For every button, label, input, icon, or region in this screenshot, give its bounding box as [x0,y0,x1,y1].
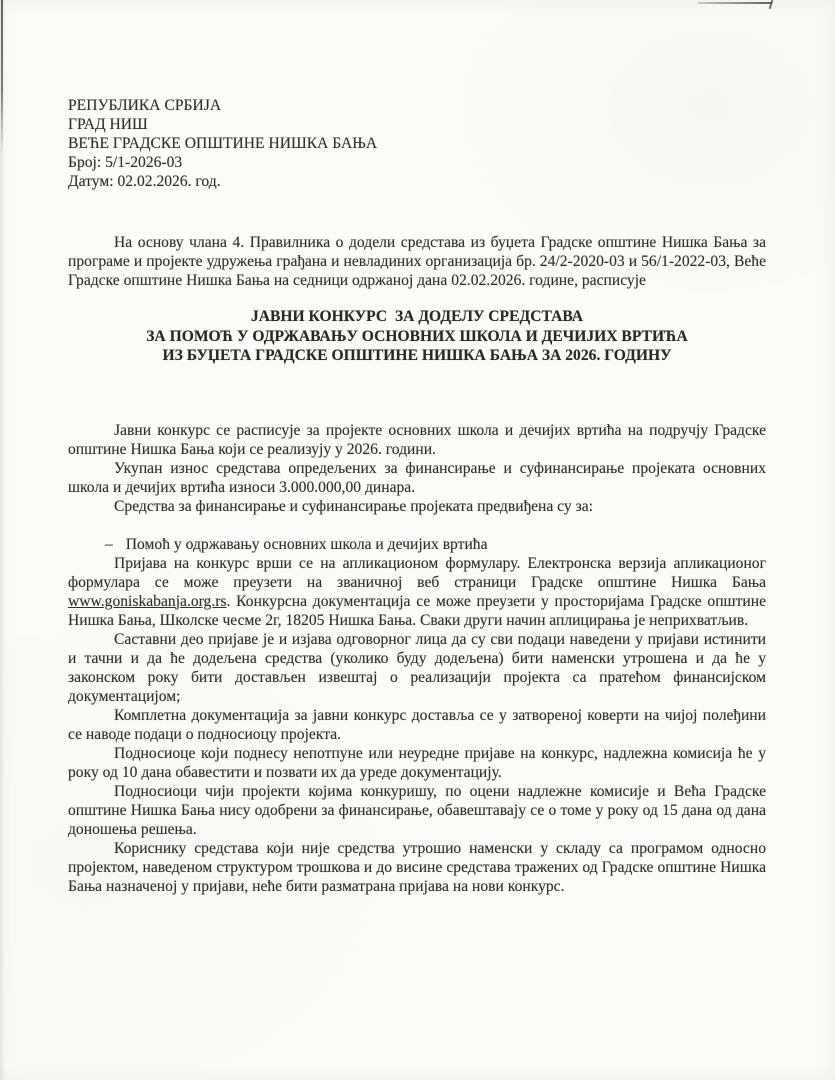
header-date: Датум: 02.02.2026. год. [68,173,221,190]
paragraph-statement: Саставни део пријаве је и изјава одговорног лица да су сви подаци наведени у пријави истинити и тачни и да ће додељена средства (уколико буду додељена) бити наменски утрошена и да ће у законском року бити достављен извештај о реализацији пројекта са пратећом финансијском документацијом; [68,630,766,705]
header-authority: ВЕЋЕ ГРАДСКЕ ОПШТИНЕ НИШКА БАЊА [68,135,378,152]
list-item-maintenance [68,535,766,554]
application-text-before-link: Пријава на конкурс врши се на апликационом формулару. Електронска верзија апликационог формулара се може преузети на званичној веб страници Градске општине Нишка Бања [68,554,766,591]
title-line-1: ЈАВНИ КОНКУРС ЗА ДОДЕЛУ СРЕДСТАВА [250,308,584,325]
document-title [68,307,766,366]
intro-paragraph: На основу члана 4. Правилника о додели средстава из буџета Градске општине Нишка Бања за програме и пројекте удружења грађана и невладиних организација бр. 24/2-2020-03 и 56/1-2022-03, Веће Градске општине Нишка Бања на седници одржаној дана 02.02.2026. године, расписује [68,234,766,289]
application-text-after-link: . Конкурсна документација се може преузети у просторијама Градске општине Нишка Бања, Школске чесме 2г, 18205 Нишка Бања. Сваки други начин аплицирања је неприхватљив. [68,592,766,629]
header-city: ГРАД НИШ [68,116,148,133]
document-header [68,0,766,191]
title-line-2: ЗА ПОМОЋ У ОДРЖАВАЊУ ОСНОВНИХ ШКОЛА И ДЕЧИЈИХ ВРТИЋА [146,327,688,345]
website-url-text: www.goniskabanja.org.rs [68,592,227,610]
paragraph-incomplete-applications: Подносиоце који поднесу непотпуне или неуредне пријаве на конкурс, надлежна комисија ће у року од 10 дана обавестити и позвати их да уреде документацију. [68,744,766,781]
title-line-3: ИЗ БУЏЕТА ГРАДСКЕ ОПШТИНЕ НИШКА БАЊА ЗА 2026. ГОДИНУ [162,347,672,364]
paragraph-amount: Укупан износ средстава опредељених за финансирање и суфинансирање пројеката основних школа и дечијих вртића износи 3.000.000,00 динара. [68,459,766,496]
paragraph-application [68,554,766,630]
paragraph-misuse-of-funds: Кориснику средстава који није средства утрошио наменски у складу са програмом односно пројектом, наведеном структуром трошкова и до висине средстава тражених од Градске општине Нишка Бања назначеној у пријави, неће бити разматрана пријава на нови конкурс. [68,839,766,895]
paragraph-rejected-projects: Подносиоци чији пројекти којима конкуришу, по оцени надлежне комисије и Већа Градске општине Нишка Бања нису одобрени за финансирање, обавештавају се о томе у року од 15 дана од дана доношења решења. [68,782,766,838]
paragraph-scope: Јавни конкурс се расписује за пројекте основних школа и дечијих вртића на подручју Градске општине Нишка Бања који се реализују у 2026. години. [68,421,766,458]
scan-edge-shading-left [0,0,5,1080]
document-content [68,0,766,896]
paragraph-envelope: Комплетна документација за јавни конкурс доставља се у затвореној коверти на чијој полеђини се наводе подаци о подносиоцу пројекта. [68,706,766,743]
header-case-number: Број: 5/1-2026-03 [68,154,183,171]
paragraph-purpose: Средства за финансирање и суфинансирање пројеката предвиђена су за: [114,497,594,515]
header-republic: РЕПУБЛИКА СРБИЈА [68,97,222,114]
list-item-dash: – [105,535,113,553]
list-item-text: Помоћ у одржавању основних школа и дечијих вртића [125,535,488,553]
